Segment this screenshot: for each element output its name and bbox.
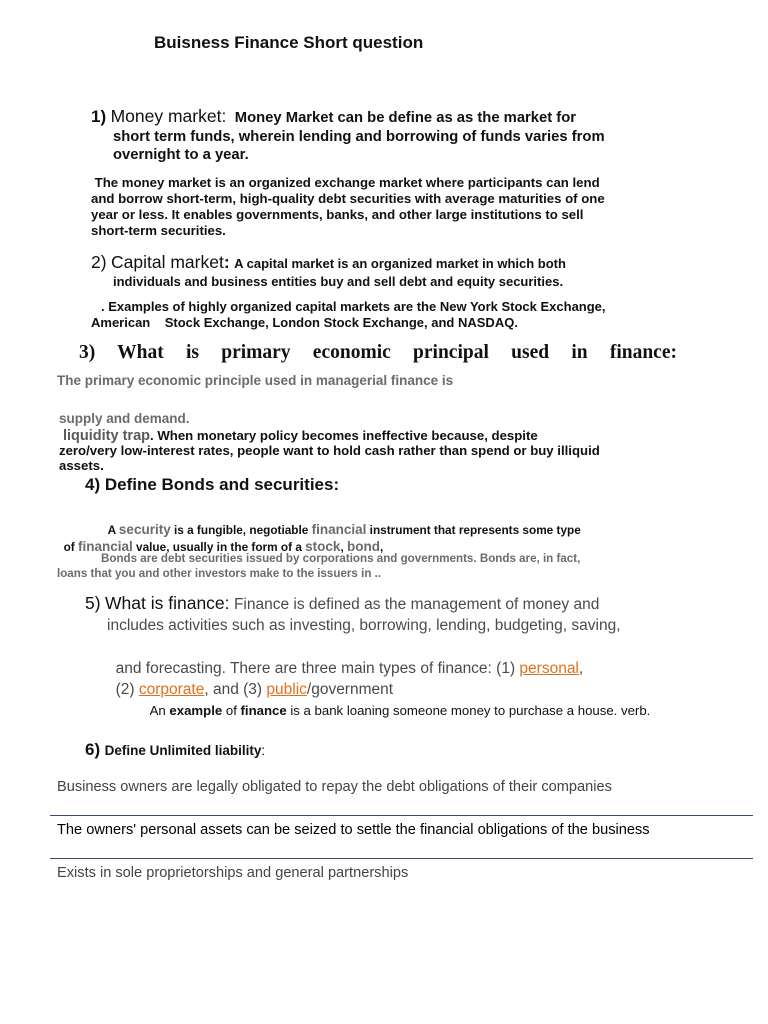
q3-term-rest: . When monetary policy becomes ineffective because, despite xyxy=(150,428,538,443)
q5-text: and forecasting. There are three main types of finance: (1) xyxy=(115,660,520,677)
q1-number: 1) xyxy=(91,107,107,126)
q5-bold-finance: finance xyxy=(240,703,287,718)
q6-row: Exists in sole proprietorships and general partnerships xyxy=(57,865,409,881)
q2-heading-line xyxy=(91,252,566,273)
q2-number: 2) xyxy=(91,252,107,272)
link-personal[interactable]: personal xyxy=(519,660,579,677)
link-corporate[interactable]: corporate xyxy=(138,681,205,698)
q3-line5: assets. xyxy=(59,458,104,473)
q3-line1: The primary economic principle used in managerial finance is xyxy=(57,373,454,388)
q2-example-line: American Stock Exchange, London Stock Exchange, and NASDAQ. xyxy=(91,315,518,330)
q6-row: Business owners are legally obligated to repay the debt obligations of their companies xyxy=(57,779,612,795)
row-divider xyxy=(50,858,753,859)
q2-example-line: . Examples of highly organized capital markets are the New York Stock Exchange, xyxy=(101,299,606,314)
q1-para-line: The money market is an organized exchange market where participants can lend xyxy=(91,175,600,190)
q1-heading-line xyxy=(91,106,576,127)
q4-term-bond: bond xyxy=(347,539,380,554)
q1-para-line: year or less. It enables governments, banks, and other large institutions to sell xyxy=(91,207,584,222)
q4-text: instrument that represents some type xyxy=(366,523,581,537)
q4-security-line2 xyxy=(57,525,383,554)
q4-text: A xyxy=(107,523,119,537)
q3-line4: zero/very low-interest rates, people want to hold cash rather than spend or buy illiquid xyxy=(59,443,600,458)
q5-text: An xyxy=(149,703,170,718)
q5-text: /government xyxy=(306,681,394,698)
q4-term-stock: stock xyxy=(305,539,341,554)
q5-line1: Finance is defined as the management of money and xyxy=(233,596,600,613)
q5-heading-line xyxy=(85,593,599,616)
q1-para-line: and borrow short-term, high-quality debt securities with average maturities of one xyxy=(91,191,605,206)
q2-definition: A capital market is an organized market in which both xyxy=(234,256,566,271)
q5-number: 5) xyxy=(85,593,101,613)
q6-colon: : xyxy=(261,743,266,758)
q3-heading: 3) What is primary economic principal used in finance: xyxy=(79,342,677,363)
link-public[interactable]: public xyxy=(266,681,307,698)
q2-examples xyxy=(91,299,691,331)
q4-bonds-line1: Bonds are debt securities issued by corporations and governments. Bonds are, in fact, xyxy=(101,552,581,565)
q4-text: , xyxy=(380,540,384,554)
q1-para-line: short-term securities. xyxy=(91,223,226,238)
q5-text: (2) xyxy=(115,681,139,698)
q3-term: liquidity trap xyxy=(63,428,150,444)
q5-line2: includes activities such as investing, borrowing, lending, budgeting, saving, xyxy=(107,617,621,634)
q2-colon: : xyxy=(223,252,230,272)
q4-term-security: security xyxy=(118,522,171,537)
q5-bold-example: example xyxy=(169,703,223,718)
q1-definition-line2: short term funds, wherein lending and borrowing of funds varies from xyxy=(113,129,605,145)
q6-row-highlight: The owners' personal assets can be seized to settle the financial obligations of the business xyxy=(57,822,650,838)
q4-text: , xyxy=(340,540,347,554)
q5-text: of xyxy=(222,703,241,718)
q1-definition-line3: overnight to a year. xyxy=(113,147,249,163)
q5-text: is a bank loaning someone money to purchase a house. verb. xyxy=(286,703,651,718)
q1-definition: Money Market can be define as as the market for xyxy=(234,110,577,126)
q5-text: , and (3) xyxy=(204,681,267,698)
q6-heading: Define Unlimited liability xyxy=(104,743,262,758)
q2-definition-line2: individuals and business entities buy and sell debt and equity securities. xyxy=(113,274,564,289)
q4-bonds-line2: loans that you and other investors make to the issuers in .. xyxy=(57,567,382,580)
q4-text: value, usually in the form of a xyxy=(132,540,306,554)
q3-line2: supply and demand. xyxy=(59,411,190,426)
q5-example xyxy=(143,688,650,718)
q1-heading: Money market: xyxy=(110,106,227,126)
q4-heading: 4) Define Bonds and securities: xyxy=(85,475,340,494)
q5-heading: What is finance: xyxy=(105,593,230,613)
q6-number: 6) xyxy=(85,740,101,759)
q2-heading: Capital market xyxy=(111,252,224,272)
row-divider xyxy=(50,815,753,816)
q4-text: of xyxy=(63,540,78,554)
q4-term-financial: financial xyxy=(311,522,367,537)
q6-heading-line xyxy=(85,740,265,760)
q4-term-financial: financial xyxy=(77,539,133,554)
document-title: Buisness Finance Short question xyxy=(154,33,424,52)
q1-paragraph xyxy=(91,175,691,239)
q5-text: , xyxy=(578,660,584,677)
q4-text: is a fungible, negotiable xyxy=(170,523,312,537)
